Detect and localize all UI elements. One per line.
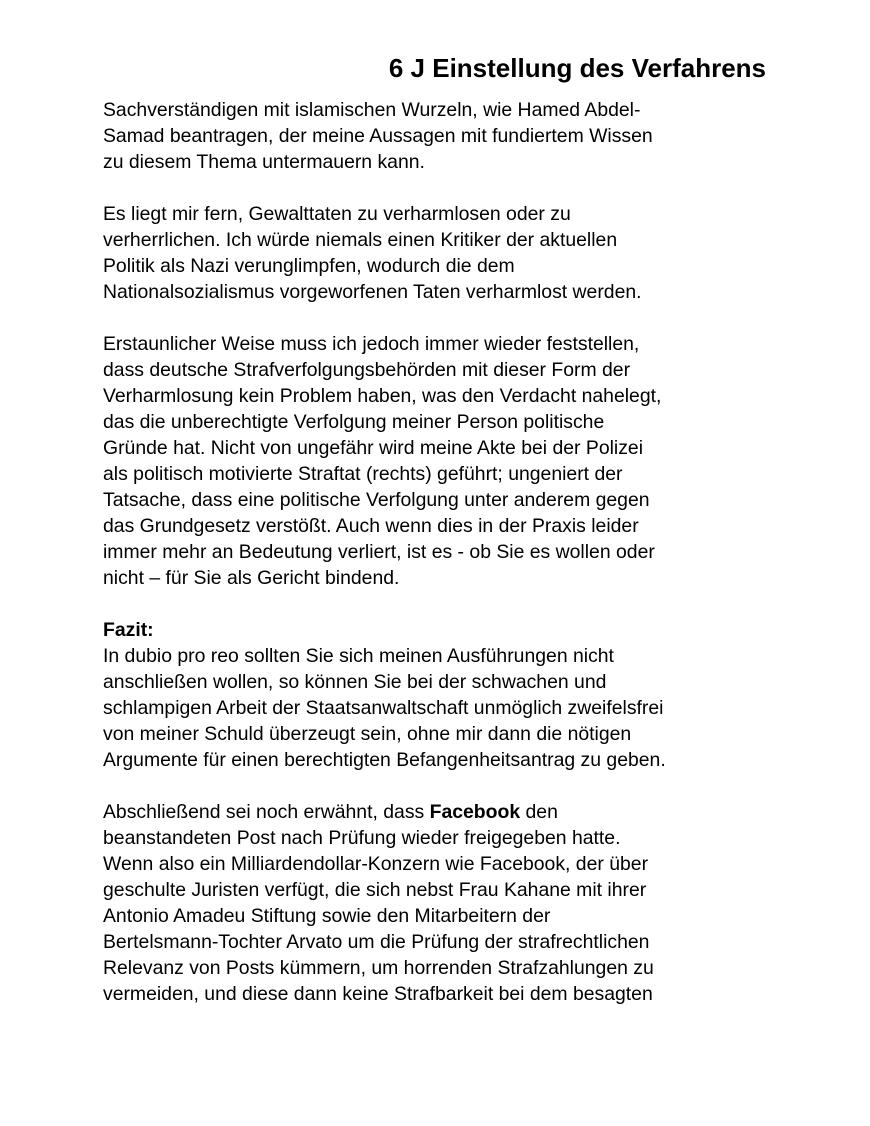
paragraph-facebook bbox=[103, 799, 793, 1007]
text-line: Tatsache, dass eine politische Verfolgung unter anderem gegen bbox=[103, 489, 650, 511]
text-line: geschulte Juristen verfügt, die sich nebst Frau Kahane mit ihrer bbox=[103, 879, 647, 901]
text-line: das die unberechtigte Verfolgung meiner Person politische bbox=[103, 411, 605, 433]
text-line: Antonio Amadeu Stiftung sowie den Mitarbeitern der bbox=[103, 905, 551, 927]
text-line: In dubio pro reo sollten Sie sich meinen Ausführungen nicht bbox=[103, 645, 614, 667]
text-line: Samad beantragen, der meine Aussagen mit fundiertem Wissen bbox=[103, 125, 653, 147]
paragraph-violence bbox=[103, 201, 793, 305]
text-line: Es liegt mir fern, Gewalttaten zu verharmlosen oder zu bbox=[103, 203, 571, 225]
text-line: Relevanz von Posts kümmern, um horrenden Strafzahlungen zu bbox=[103, 957, 654, 979]
section-title: 6 J Einstellung des Verfahrens bbox=[388, 53, 766, 83]
facebook-emphasis: Facebook bbox=[429, 801, 521, 823]
text-line: Nationalsozialismus vorgeworfenen Taten verharmlost werden. bbox=[103, 281, 642, 303]
document-body bbox=[103, 97, 793, 1033]
text-line: Argumente für einen berechtigten Befangenheitsantrag zu geben. bbox=[103, 749, 666, 771]
text-line: schlampigen Arbeit der Staatsanwaltschaft unmöglich zweifelsfrei bbox=[103, 697, 664, 719]
text-line: verherrlichen. Ich würde niemals einen Kritiker der aktuellen bbox=[103, 229, 618, 251]
paragraph-expert bbox=[103, 97, 793, 175]
text-line: Wenn also ein Milliardendollar-Konzern wie Facebook, der über bbox=[103, 853, 649, 875]
text-line: das Grundgesetz verstößt. Auch wenn dies in der Praxis leider bbox=[103, 515, 639, 537]
text-line: von meiner Schuld überzeugt sein, ohne mir dann die nötigen bbox=[103, 723, 632, 745]
text-line: vermeiden, und diese dann keine Strafbarkeit bei dem besagten bbox=[103, 983, 653, 1005]
text-line: immer mehr an Bedeutung verliert, ist es - ob Sie es wollen oder bbox=[103, 541, 655, 563]
text-line: Politik als Nazi verunglimpfen, wodurch die dem bbox=[103, 255, 515, 277]
paragraph-conclusion bbox=[103, 617, 793, 773]
text-line: Verharmlosung kein Problem haben, was den Verdacht nahelegt, bbox=[103, 385, 662, 407]
text-segment: Abschließend sei noch erwähnt, dass bbox=[103, 801, 430, 823]
text-segment: den bbox=[520, 801, 558, 823]
text-line: nicht – für Sie als Gericht bindend. bbox=[103, 567, 400, 589]
text-line: dass deutsche Strafverfolgungsbehörden mit dieser Form der bbox=[103, 359, 631, 381]
text-line: anschließen wollen, so können Sie bei der schwachen und bbox=[103, 671, 607, 693]
text-line: Gründe hat. Nicht von ungefähr wird meine Akte bei der Polizei bbox=[103, 437, 644, 459]
conclusion-heading: Fazit: bbox=[103, 619, 154, 641]
text-line: Erstaunlicher Weise muss ich jedoch immer wieder feststellen, bbox=[103, 333, 640, 355]
text-line: als politisch motivierte Straftat (rechts) geführt; ungeniert der bbox=[103, 463, 623, 485]
text-line: beanstandeten Post nach Prüfung wieder freigegeben hatte. bbox=[103, 827, 621, 849]
text-line: zu diesem Thema untermauern kann. bbox=[103, 151, 425, 173]
text-line: Sachverständigen mit islamischen Wurzeln, wie Hamed Abdel- bbox=[103, 99, 641, 121]
paragraph-prosecution bbox=[103, 331, 793, 591]
text-line: Bertelsmann-Tochter Arvato um die Prüfung der strafrechtlichen bbox=[103, 931, 650, 953]
text-line-mixed bbox=[103, 799, 793, 825]
